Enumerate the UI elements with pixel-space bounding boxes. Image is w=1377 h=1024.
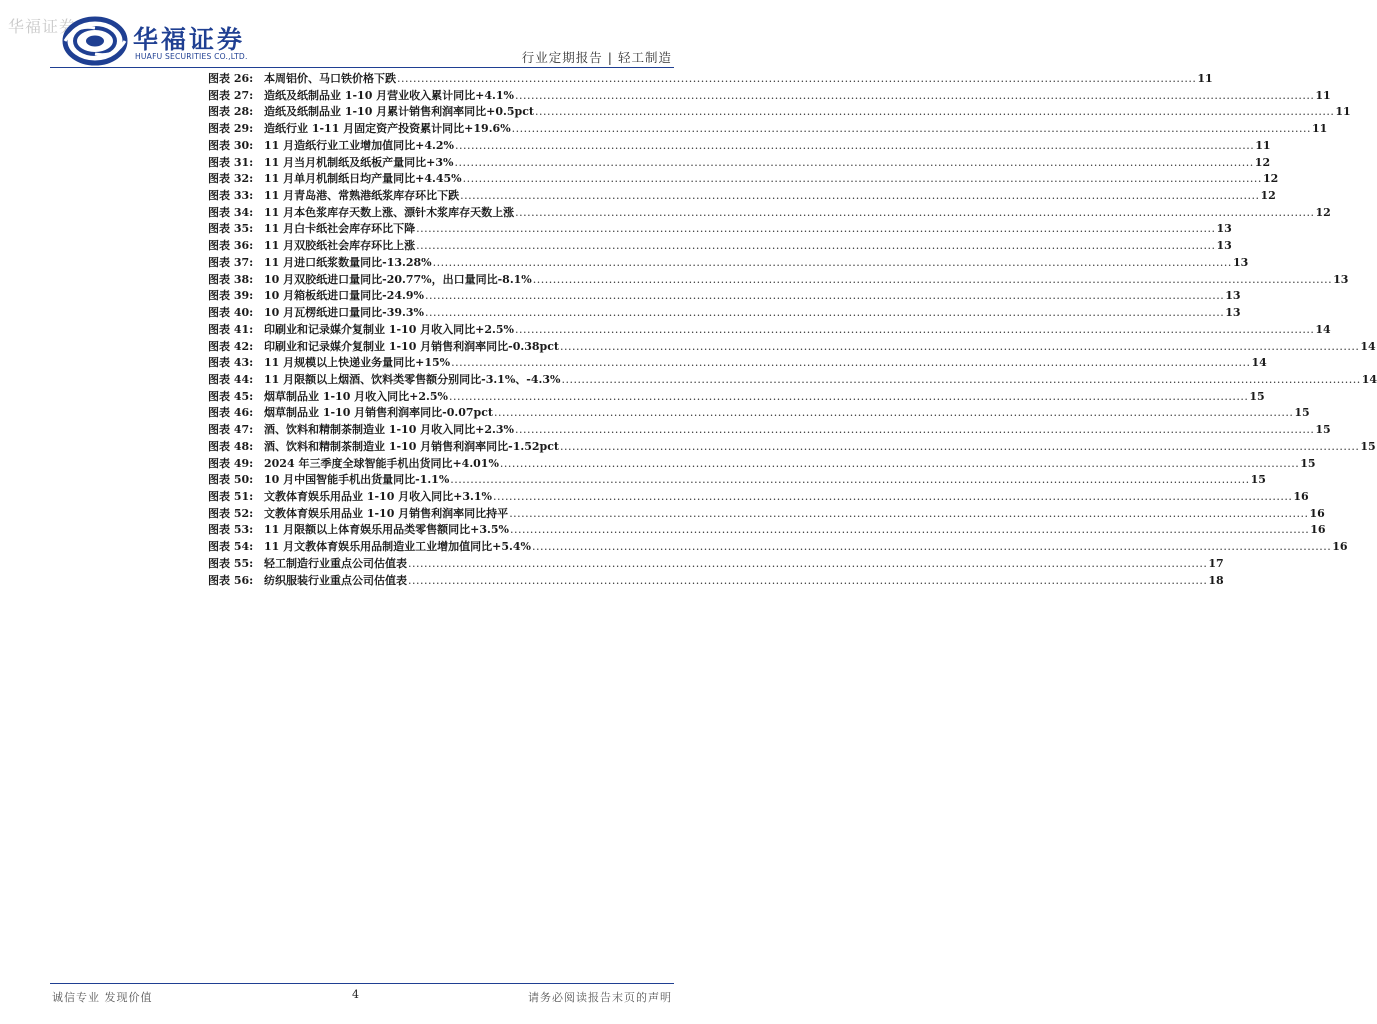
toc-leader-dots: ........................................................................................................................................................................................................ <box>532 272 1333 286</box>
toc-entry[interactable] <box>208 322 1331 339</box>
toc-leader-dots: ........................................................................................................................................................................................................ <box>515 88 1315 102</box>
toc-leader-dots: ........................................................................................................................................................................................................ <box>560 339 1360 353</box>
toc-entry-page: 12 <box>1260 189 1276 203</box>
toc-entry-title: 11 月进口纸浆数量同比-13.28% <box>264 255 432 269</box>
toc-leader-dots: ........................................................................................................................................................................................................ <box>397 72 1197 85</box>
footer-disclaimer: 请务必阅读报告末页的声明 <box>528 991 672 1004</box>
toc-entry-page: 14 <box>1360 339 1376 353</box>
toc-entry-page: 15 <box>1250 473 1266 487</box>
toc-leader-dots: ........................................................................................................................................................................................................ <box>509 523 1310 537</box>
toc-entry-title: 11 月当月机制纸及纸板产量同比+3% <box>264 155 454 169</box>
toc-entry-label: 图表 38: <box>208 272 254 286</box>
toc-leader-dots: ........................................................................................................................................................................................................ <box>451 356 1251 370</box>
toc-entry-page: 11 <box>1315 88 1331 102</box>
toc-entry-page: 14 <box>1361 372 1377 386</box>
toc-leader-dots: ........................................................................................................................................................................................................ <box>432 255 1232 269</box>
industry-name: 轻工制造 <box>617 50 672 65</box>
toc-leader-dots: ........................................................................................................................................................................................................ <box>560 439 1360 453</box>
toc-entry-label: 图表 54: <box>208 540 254 554</box>
toc-entry[interactable] <box>208 71 1213 88</box>
toc-entry-title: 11 月本色浆库存天数上涨、漂针木浆库存天数上涨 <box>264 205 515 219</box>
toc-entry-page: 12 <box>1254 155 1271 169</box>
toc-leader-dots: ........................................................................................................................................................................................................ <box>515 205 1315 219</box>
toc-entry-page: 15 <box>1300 456 1316 470</box>
toc-entry-page: 11 <box>1311 122 1328 136</box>
toc-entry-title: 造纸及纸制品业 1-10 月累计销售利润率同比+0.5pct <box>264 105 535 119</box>
toc-leader-dots: ........................................................................................................................................................................................................ <box>511 122 1311 136</box>
toc-entry-label: 图表 39: <box>208 289 254 303</box>
toc-entry-label: 图表 35: <box>208 222 254 236</box>
toc-entry-title: 印刷业和记录媒介复制业 1-10 月收入同比+2.5% <box>264 322 514 336</box>
toc-entry[interactable] <box>208 556 1224 573</box>
toc-entry-title: 10 月箱板纸进口量同比-24.9% <box>264 289 424 303</box>
toc-entry[interactable] <box>208 389 1265 406</box>
toc-leader-dots: ........................................................................................................................................................................................................ <box>416 222 1216 236</box>
toc-entry[interactable] <box>208 539 1348 556</box>
toc-entry-label: 图表 41: <box>208 322 254 336</box>
toc-entry[interactable] <box>208 255 1249 272</box>
toc-entry-title: 10 月中国智能手机出货量同比-1.1% <box>264 473 450 487</box>
toc-entry-label: 图表 37: <box>208 255 254 269</box>
toc-entry-label: 图表 47: <box>208 423 254 437</box>
toc-entry-label: 图表 56: <box>208 573 254 587</box>
toc-entry-title: 文教体育娱乐用品业 1-10 月销售利润率同比持平 <box>264 506 509 520</box>
toc-entry-title: 造纸行业 1-11 月固定资产投资累计同比+19.6% <box>264 122 511 136</box>
toc-leader-dots: ........................................................................................................................................................................................................ <box>561 372 1361 386</box>
toc-entry-label: 图表 50: <box>208 473 254 487</box>
page-number: 4 <box>352 988 359 1001</box>
toc-entry-title: 烟草制品业 1-10 月销售利润率同比-0.07pct <box>264 406 494 420</box>
toc-entry-page: 14 <box>1315 322 1331 336</box>
header-separator: | <box>607 50 613 65</box>
toc-entry[interactable] <box>208 205 1331 222</box>
toc-entry[interactable] <box>208 372 1377 389</box>
toc-entry-page: 18 <box>1208 573 1224 587</box>
toc-entry-title: 烟草制品业 1-10 月收入同比+2.5% <box>264 389 448 403</box>
toc-entry-label: 图表 30: <box>208 138 254 152</box>
toc-entry-title: 轻工制造行业重点公司估值表 <box>264 556 407 570</box>
toc-entry-page: 13 <box>1216 222 1232 236</box>
toc-entry-label: 图表 32: <box>208 172 254 186</box>
toc-entry[interactable] <box>208 238 1232 255</box>
figure-index-list <box>208 71 1377 589</box>
toc-entry-label: 图表 29: <box>208 122 254 136</box>
toc-entry-page: 11 <box>1255 138 1271 152</box>
toc-entry-title: 造纸及纸制品业 1-10 月营业收入累计同比+4.1% <box>264 88 514 102</box>
toc-entry[interactable] <box>208 272 1349 289</box>
toc-entry[interactable] <box>208 573 1224 590</box>
toc-entry-title: 11 月限额以上烟酒、饮料类零售额分别同比-3.1%、-4.3% <box>264 372 561 386</box>
toc-entry[interactable] <box>208 188 1276 205</box>
toc-leader-dots: ........................................................................................................................................................................................................ <box>494 406 1294 420</box>
toc-leader-dots: ........................................................................................................................................................................................................ <box>454 155 1254 169</box>
toc-entry-page: 16 <box>1293 489 1309 503</box>
toc-entry-title: 10 月双胶纸进口量同比-20.77%，出口量同比-8.1% <box>264 272 532 286</box>
swirl-logo-icon <box>63 16 127 66</box>
toc-entry-title: 本周铝价、马口铁价格下跌 <box>264 72 396 85</box>
toc-leader-dots: ........................................................................................................................................................................................................ <box>515 423 1315 437</box>
toc-entry-label: 图表 52: <box>208 506 254 520</box>
report-type: 行业定期报告 <box>521 50 603 65</box>
toc-entry-label: 图表 43: <box>208 356 254 370</box>
toc-entry-page: 15 <box>1360 439 1376 453</box>
toc-leader-dots: ........................................................................................................................................................................................................ <box>509 506 1309 520</box>
toc-entry-title: 11 月双胶纸社会库存环比上涨 <box>264 239 416 253</box>
toc-entry-label: 图表 46: <box>208 406 254 420</box>
toc-entry-label: 图表 55: <box>208 556 254 570</box>
toc-entry-title: 10 月瓦楞纸进口量同比-39.3% <box>264 306 424 320</box>
toc-entry[interactable] <box>208 405 1310 422</box>
toc-entry-title: 2024 年三季度全球智能手机出货同比+4.01% <box>264 456 499 470</box>
toc-entry-page: 15 <box>1315 423 1331 437</box>
toc-entry[interactable] <box>208 121 1328 138</box>
report-header <box>522 48 672 66</box>
toc-entry-label: 图表 45: <box>208 389 254 403</box>
toc-leader-dots: ........................................................................................................................................................................................................ <box>454 138 1255 152</box>
brand-logo <box>63 16 273 66</box>
toc-entry[interactable] <box>208 339 1376 356</box>
toc-entry-title: 11 月青岛港、常熟港纸浆库存环比下跌 <box>264 189 460 203</box>
toc-entry-page: 13 <box>1225 289 1241 303</box>
toc-entry-label: 图表 53: <box>208 523 254 537</box>
toc-entry[interactable] <box>208 506 1325 523</box>
toc-entry[interactable] <box>208 355 1267 372</box>
toc-leader-dots: ........................................................................................................................................................................................................ <box>462 172 1262 186</box>
toc-entry-page: 13 <box>1232 255 1249 269</box>
toc-entry[interactable] <box>208 489 1309 506</box>
toc-entry-label: 图表 33: <box>208 189 254 203</box>
toc-entry-page: 12 <box>1315 205 1331 219</box>
toc-entry[interactable] <box>208 288 1241 305</box>
toc-entry[interactable] <box>208 522 1326 539</box>
toc-entry[interactable] <box>208 221 1232 238</box>
toc-leader-dots: ........................................................................................................................................................................................................ <box>408 556 1208 570</box>
toc-leader-dots: ........................................................................................................................................................................................................ <box>499 456 1300 470</box>
toc-entry-label: 图表 44: <box>208 372 254 386</box>
toc-entry-label: 图表 42: <box>208 339 254 353</box>
toc-entry-label: 图表 36: <box>208 239 254 253</box>
toc-entry[interactable] <box>208 138 1271 155</box>
toc-entry-page: 12 <box>1262 172 1279 186</box>
toc-entry-page: 13 <box>1225 306 1241 320</box>
toc-leader-dots: ........................................................................................................................................................................................................ <box>408 573 1208 587</box>
toc-entry[interactable] <box>208 439 1376 456</box>
watermark-text: 华福证券 <box>8 17 77 36</box>
toc-entry-page: 16 <box>1332 540 1348 554</box>
toc-entry-title: 11 月文教体育娱乐用品制造业工业增加值同比+5.4% <box>264 540 531 554</box>
toc-entry-title: 酒、饮料和精制茶制造业 1-10 月收入同比+2.3% <box>264 423 514 437</box>
toc-entry-title: 11 月单月机制纸日均产量同比+4.45% <box>264 172 462 186</box>
toc-entry-page: 11 <box>1197 72 1213 85</box>
footer-rule <box>50 983 674 984</box>
toc-leader-dots: ........................................................................................................................................................................................................ <box>493 489 1293 503</box>
toc-entry-title: 印刷业和记录媒介复制业 1-10 月销售利润率同比-0.38pct <box>264 339 560 353</box>
toc-entry-title: 纺织服装行业重点公司估值表 <box>264 573 407 587</box>
toc-entry-page: 16 <box>1310 523 1326 537</box>
toc-leader-dots: ........................................................................................................................................................................................................ <box>424 289 1225 303</box>
toc-leader-dots: ........................................................................................................................................................................................................ <box>531 540 1332 554</box>
toc-entry-page: 15 <box>1249 389 1265 403</box>
toc-entry-label: 图表 26: <box>208 72 254 85</box>
toc-entry-label: 图表 34: <box>208 205 254 219</box>
toc-entry-label: 图表 31: <box>208 155 254 169</box>
toc-entry-page: 13 <box>1216 239 1232 253</box>
toc-entry-label: 图表 49: <box>208 456 254 470</box>
toc-entry-label: 图表 27: <box>208 88 254 102</box>
toc-entry-page: 17 <box>1208 556 1224 570</box>
toc-entry-title: 11 月白卡纸社会库存环比下降 <box>264 222 416 236</box>
toc-entry-label: 图表 40: <box>208 306 254 320</box>
toc-leader-dots: ........................................................................................................................................................................................................ <box>450 473 1250 487</box>
toc-leader-dots: ........................................................................................................................................................................................................ <box>449 389 1249 403</box>
footer-slogan: 诚信专业 发现价值 <box>52 991 153 1004</box>
toc-entry[interactable] <box>208 88 1331 105</box>
toc-leader-dots: ........................................................................................................................................................................................................ <box>416 239 1216 253</box>
toc-entry-page: 13 <box>1333 272 1349 286</box>
toc-entry-title: 11 月限额以上体育娱乐用品类零售额同比+3.5% <box>264 523 509 537</box>
brand-name-en: HUAFU SECURITIES CO.,LTD. <box>135 52 248 61</box>
toc-entry-title: 文教体育娱乐用品业 1-10 月收入同比+3.1% <box>264 489 492 503</box>
toc-entry-page: 15 <box>1294 406 1310 420</box>
toc-entry-label: 图表 28: <box>208 105 254 119</box>
toc-entry-title: 11 月规模以上快递业务量同比+15% <box>264 356 451 370</box>
toc-entry-title: 酒、饮料和精制茶制造业 1-10 月销售利润率同比-1.52pct <box>264 439 560 453</box>
toc-entry-page: 16 <box>1309 506 1325 520</box>
toc-entry[interactable] <box>208 456 1316 473</box>
toc-leader-dots: ........................................................................................................................................................................................................ <box>460 189 1260 203</box>
toc-leader-dots: ........................................................................................................................................................................................................ <box>535 105 1335 119</box>
toc-leader-dots: ........................................................................................................................................................................................................ <box>515 322 1315 336</box>
toc-entry-page: 11 <box>1335 105 1351 119</box>
toc-leader-dots: ........................................................................................................................................................................................................ <box>424 306 1225 320</box>
brand-name-cn: 华福证券 <box>133 25 246 54</box>
toc-entry-label: 图表 51: <box>208 489 254 503</box>
toc-entry[interactable] <box>208 171 1279 188</box>
toc-entry[interactable] <box>208 422 1331 439</box>
toc-entry[interactable] <box>208 104 1351 121</box>
toc-entry[interactable] <box>208 305 1241 322</box>
toc-entry[interactable] <box>208 155 1271 172</box>
toc-entry-title: 11 月造纸行业工业增加值同比+4.2% <box>264 138 454 152</box>
toc-entry-label: 图表 48: <box>208 439 254 453</box>
header-rule <box>50 67 674 68</box>
toc-entry-page: 14 <box>1251 356 1267 370</box>
toc-entry[interactable] <box>208 472 1266 489</box>
